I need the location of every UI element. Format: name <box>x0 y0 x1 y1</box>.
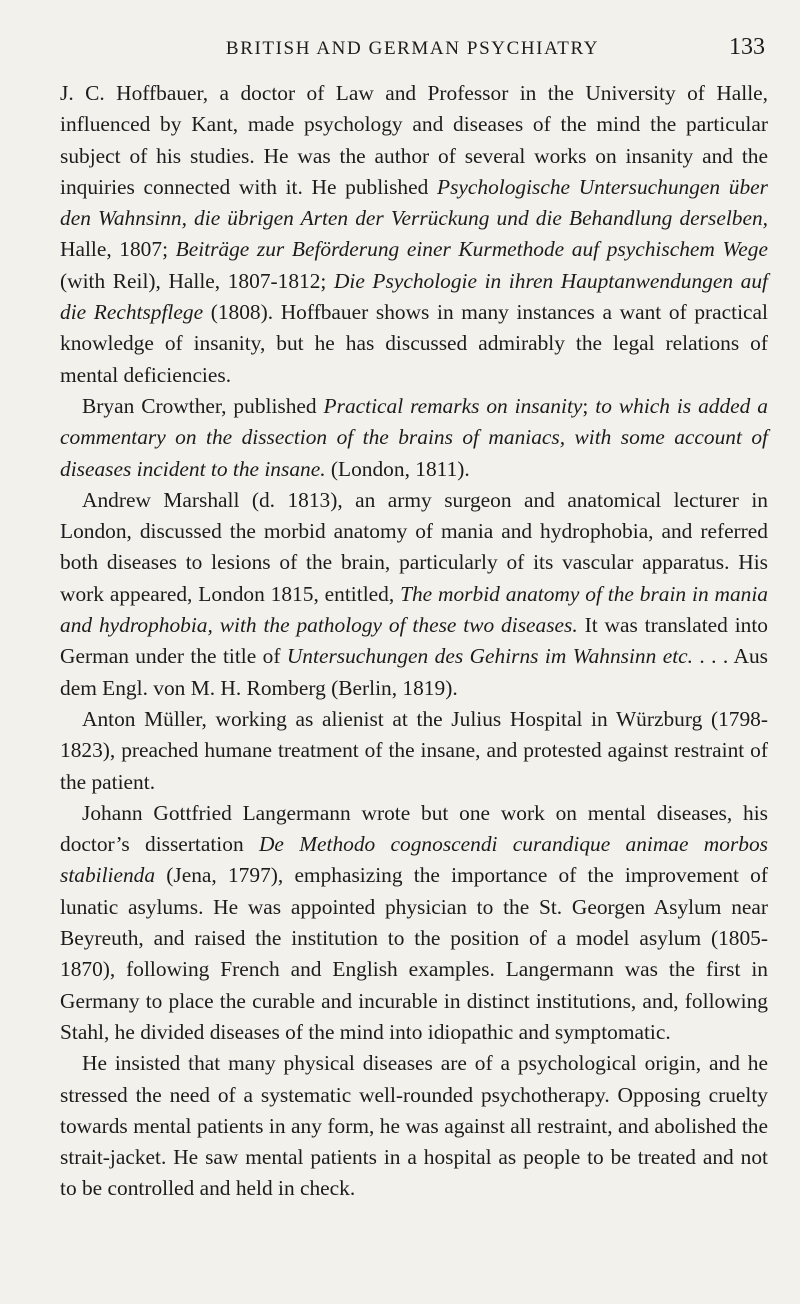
text-run: Andrew Marshall (d. 1813), an army surgeon and anatomical lecturer in London, discussed the morbid anatomy of mania and hydrophobia, and referred both diseases to lesions of the brain, particularly of its vascular apparatus. His work appeared, London 1815, entitled, <box>60 487 768 606</box>
text-run: (London, 1811). <box>325 456 470 481</box>
text-run: J. C. Hoffbauer, a doctor of Law and Professor in the University of Halle, influenced by Kant, made psychology and diseases of the mind the particular subject of his studies. He was the author of several works on insanity and the inquiries connected with it. He published <box>60 81 768 199</box>
italic-title-text: to which is added a commentary on the dissection of the brains of maniacs, with some account of diseases incident to the insane. <box>60 393 768 481</box>
text-run: ; <box>582 393 596 418</box>
italic-title-text: Psychologische Untersuchungen über den Wahnsinn, die übrigen Arten der Verrückung und die Behandlung derselben, <box>60 174 769 231</box>
text-run: Anton Müller, working as alienist at the Julius Hospital in Würzburg (1798-1823), preached humane treatment of the insane, and protested against restraint of the patient. <box>60 706 768 794</box>
italic-title-text: Beiträge zur Beförderung einer Kurmethode auf psychischem Wege <box>175 237 768 262</box>
paragraph-langermann <box>60 798 768 1048</box>
text-run: (Jena, 1797), emphasizing the importance of the improvement of lunatic asylums. He was appointed physician to the St. Georgen Asylum near Beyreuth, and raised the institution to the position of a model asylum (1805-1870), following French and English examples. Langermann was the first in Germany to place the curable and incurable in distinct institutions, and, following Stahl, he divided diseases of the mind into idiopathic and symptomatic. <box>60 863 768 1044</box>
italic-title-text: Practical remarks on insanity <box>323 393 583 418</box>
text-run: Johann Gottfried Langermann wrote but one work on mental diseases, his doctor’s dissertation <box>60 800 768 857</box>
text-run: Halle, 1807; <box>60 237 176 262</box>
page-header <box>60 34 765 68</box>
text-run: . . . Aus dem Engl. von M. H. Romberg (Berlin, 1819). <box>60 644 768 700</box>
text-run: (with Reil), Halle, 1807-1812; <box>60 268 334 293</box>
italic-title-text: De Methodo cognoscendi curandique animae morbos stabilienda <box>60 832 768 888</box>
text-run: It was translated into German under the title of <box>60 613 768 669</box>
text-run: Bryan Crowther, published <box>82 393 324 418</box>
italic-title-text: Die Psychologie in ihren Hauptanwendungen auf die Rechtspflege <box>60 268 768 325</box>
italic-title-text: The morbid anatomy of the brain in mania and hydrophobia, with the pathology of these two diseases. <box>60 581 768 638</box>
paragraph-langermann-continued <box>60 1048 768 1204</box>
running-head: BRITISH AND GERMAN PSYCHIATRY <box>225 38 600 59</box>
paragraph-crowther <box>60 391 768 485</box>
paragraph-muller <box>60 704 768 798</box>
text-run: (1808). Hoffbauer shows in many instances a want of practical knowledge of insanity, but he has discussed admirably the legal relations of mental deficiencies. <box>60 300 768 387</box>
text-run: He insisted that many physical diseases are of a psychological origin, and he stressed the need of a systematic well-rounded psychotherapy. Opposing cruelty towards mental patients in any form, he was against all restraint, and abolished the strait-jacket. He saw mental patients in a hospital as people to be treated and not to be controlled and held in check. <box>60 1051 768 1201</box>
page-number: 133 <box>729 34 765 60</box>
body-text <box>60 78 768 1205</box>
paragraph-marshall <box>60 485 768 704</box>
paragraph-hoffbauer <box>60 78 768 391</box>
italic-title-text: Untersuchungen des Gehirns im Wahnsinn etc. <box>286 644 693 669</box>
